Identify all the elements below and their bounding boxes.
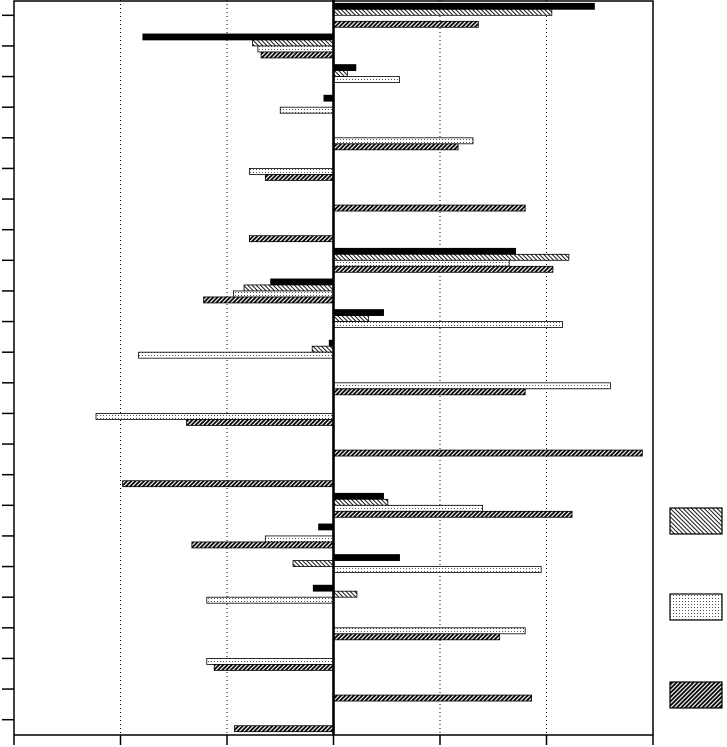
bar-series-4-category-2 xyxy=(261,52,333,58)
bar-series-4-category-18 xyxy=(192,542,334,548)
legend-swatch-dark-diagonal-hatch xyxy=(670,682,722,708)
bar-series-4-category-5 xyxy=(334,144,459,150)
bar-series-3-category-2 xyxy=(258,46,334,52)
bar-series-4-category-8 xyxy=(249,236,333,242)
bar-series-4-category-7 xyxy=(334,205,526,211)
legend-swatch-dotted xyxy=(670,594,722,620)
bar-series-2-category-20 xyxy=(334,591,357,597)
bar-series-4-category-22 xyxy=(214,664,333,670)
bar-series-3-category-4 xyxy=(280,107,333,113)
bar-series-2-category-1 xyxy=(334,9,552,15)
bar-series-4-category-1 xyxy=(334,21,479,27)
bar-series-1-category-20 xyxy=(313,585,333,591)
bar-series-3-category-17 xyxy=(334,505,483,511)
bar-series-2-category-12 xyxy=(312,346,333,352)
bar-series-1-category-19 xyxy=(334,555,400,561)
bar-series-1-category-17 xyxy=(334,493,384,499)
bar-series-3-category-20 xyxy=(207,597,334,603)
bar-series-4-category-16 xyxy=(123,481,334,487)
bar-series-4-category-23 xyxy=(334,695,532,701)
bar-series-3-category-6 xyxy=(249,168,333,174)
bar-series-1-category-1 xyxy=(334,3,595,9)
bar-series-2-category-19 xyxy=(293,561,333,567)
bar-series-3-category-11 xyxy=(334,322,563,328)
bar-series-2-category-3 xyxy=(334,71,348,77)
bar-series-2-category-17 xyxy=(334,499,388,505)
legend-swatch-light-diagonal-hatch xyxy=(670,508,722,534)
bar-series-3-category-19 xyxy=(334,567,542,573)
legend xyxy=(670,508,722,708)
bar-series-3-category-18 xyxy=(265,536,333,542)
bar-series-3-category-5 xyxy=(334,138,474,144)
bar-series-2-category-2 xyxy=(253,40,334,46)
bar-series-4-category-10 xyxy=(204,297,334,303)
bar-series-3-category-12 xyxy=(139,352,334,358)
bar-series-1-category-4 xyxy=(324,95,334,101)
bar-series-4-category-9 xyxy=(334,266,553,272)
bar-series-3-category-9 xyxy=(334,260,510,266)
bar-series-3-category-10 xyxy=(233,291,333,297)
bar-series-4-category-13 xyxy=(334,389,526,395)
bar-series-4-category-6 xyxy=(265,174,333,180)
bar-series-4-category-21 xyxy=(334,634,500,640)
bar-series-4-category-24 xyxy=(234,726,333,732)
bar-series-1-category-2 xyxy=(143,34,334,40)
bar-series-3-category-21 xyxy=(334,628,526,634)
bar-series-4-category-14 xyxy=(187,419,334,425)
bar-series-1-category-18 xyxy=(319,524,334,530)
bar-series-1-category-10 xyxy=(271,279,334,285)
bar-series-1-category-9 xyxy=(334,248,516,254)
bar-series-1-category-11 xyxy=(334,310,384,316)
bar-series-2-category-10 xyxy=(244,285,333,291)
bar-series-3-category-22 xyxy=(207,658,334,664)
bars xyxy=(96,3,642,731)
bar-series-2-category-9 xyxy=(334,254,569,260)
bar-series-3-category-3 xyxy=(334,77,400,83)
bar-series-3-category-14 xyxy=(96,413,333,419)
bar-series-1-category-3 xyxy=(334,65,356,71)
bar-series-2-category-11 xyxy=(334,316,369,322)
bar-series-3-category-13 xyxy=(334,383,611,389)
bar-series-4-category-17 xyxy=(334,511,573,517)
bar-series-4-category-15 xyxy=(334,450,643,456)
